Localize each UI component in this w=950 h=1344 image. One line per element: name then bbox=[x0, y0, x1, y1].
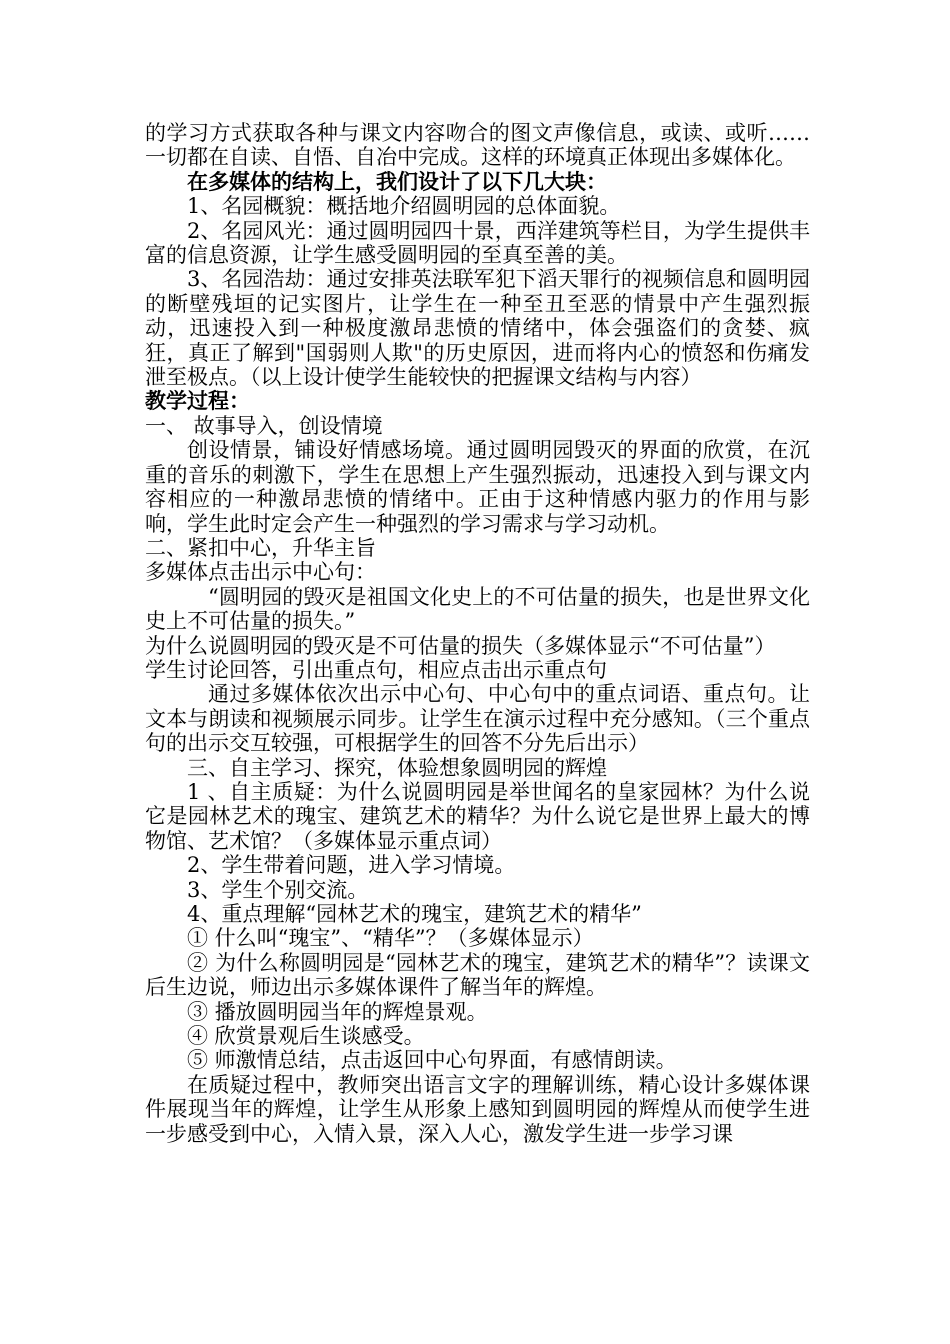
paragraph-discussion: 学生讨论回答，引出重点句，相应点击出示重点句 bbox=[145, 657, 607, 682]
step-heading-2: 二、紧扣中心，升华主旨 bbox=[145, 535, 376, 560]
list-item-key-understanding: 4、重点理解“园林艺术的瑰宝，建筑艺术的精华” bbox=[187, 902, 642, 926]
paragraph-central-sentence-intro: 多媒体点击出示中心句： bbox=[145, 560, 376, 585]
paragraph-step-2: 通过多媒体依次出示中心句、中心句中的重点词语、重点句。让文本与朗读和视频展示同步。让学生在演示过程中充分感知。（三个重点句的出示交互较强，可根据学生的回答不分先后出示） bbox=[145, 682, 810, 756]
document-page bbox=[145, 121, 810, 1146]
paragraph-question: 为什么说圆明园的毁灭是不可估量的损失（多媒体显示“不可估量”） bbox=[145, 633, 776, 658]
list-item-self-question: 1 、自主质疑：为什么说圆明园是举世闻名的皇家园林？为什么说它是园林艺术的瑰宝、建筑艺术的精华？为什么说它是世界上最大的博物馆、艺术馆？（多媒体显示重点词） bbox=[145, 779, 810, 853]
step-heading-1: 一、 故事导入，创设情境 bbox=[145, 413, 383, 438]
quote-central-sentence: “圆明园的毁灭是祖国文化史上的不可估量的损失，也是世界文化史上不可估量的损失。” bbox=[145, 584, 810, 634]
sub-item-3: ③ 播放圆明园当年的辉煌景观。 bbox=[187, 999, 488, 1024]
section-heading-teaching-process: 教学过程： bbox=[145, 388, 250, 414]
paragraph-summary: 在质疑过程中，教师突出语言文字的理解训练，精心设计多媒体课件展现当年的辉煌，让学生从形象上感知到圆明园的辉煌从而使学生进一步感受到中心，入情入景，深入人心，激发学生进一步学习课 bbox=[145, 1072, 810, 1146]
paragraph-continued-intro: 的学习方式获取各种与课文内容吻合的图文声像信息，或读、或听……一切都在自读、自悟、自冶中完成。这样的环境真正体现出多媒体化。 bbox=[145, 121, 810, 170]
step-heading-3: 三、自主学习、探究，体验想象圆明园的辉煌 bbox=[187, 755, 607, 780]
sub-item-5: ⑤ 师激情总结，点击返回中心句界面，有感情朗读。 bbox=[187, 1048, 677, 1073]
list-item-exchange: 3、学生个别交流。 bbox=[187, 877, 369, 902]
sub-item-4: ④ 欣赏景观后生谈感受。 bbox=[187, 1024, 425, 1049]
sub-item-1: ① 什么叫“瑰宝”、“精华”？（多媒体显示） bbox=[187, 926, 594, 951]
list-item-overview: 1、名园概貌：概括地介绍圆明园的总体面貌。 bbox=[187, 194, 621, 219]
list-item-catastrophe: 3、名园浩劫：通过安排英法联军犯下滔天罪行的视频信息和圆明园的断壁残垣的记实图片，让学生在一种至丑至恶的情景中产生强烈振动，迅速投入到一种极度激昂悲愤的情绪中，体会强盗们的贪婪、疯狂，真正了解到"国弱则人欺"的历史原因，进而将内心的愤怒和伤痛发泄至极点。（以上设计使学生能较快的把握课文结构与内容） bbox=[145, 267, 810, 390]
list-item-enter-situation: 2、学生带着问题，进入学习情境。 bbox=[187, 853, 516, 878]
paragraph-step-1: 创设情景，铺设好情感场境。通过圆明园毁灭的界面的欣赏，在沉重的音乐的刺激下，学生在思想上产生强烈振动，迅速投入到与课文内容相应的一种激昂悲愤的情绪中。正由于这种情感内驱力的作用与影响，学生此时定会产生一种强烈的学习需求与学习动机。 bbox=[145, 438, 810, 536]
list-item-scenery: 2、名园风光：通过圆明园四十景，西洋建筑等栏目，为学生提供丰富的信息资源，让学生感受圆明园的至真至善的美。 bbox=[145, 218, 810, 268]
section-heading-structure: 在多媒体的结构上，我们设计了以下几大块： bbox=[187, 168, 607, 194]
sub-item-2: ② 为什么称圆明园是“园林艺术的瑰宝，建筑艺术的精华”？读课文后生边说，师边出示多媒体课件了解当年的辉煌。 bbox=[145, 950, 810, 1000]
